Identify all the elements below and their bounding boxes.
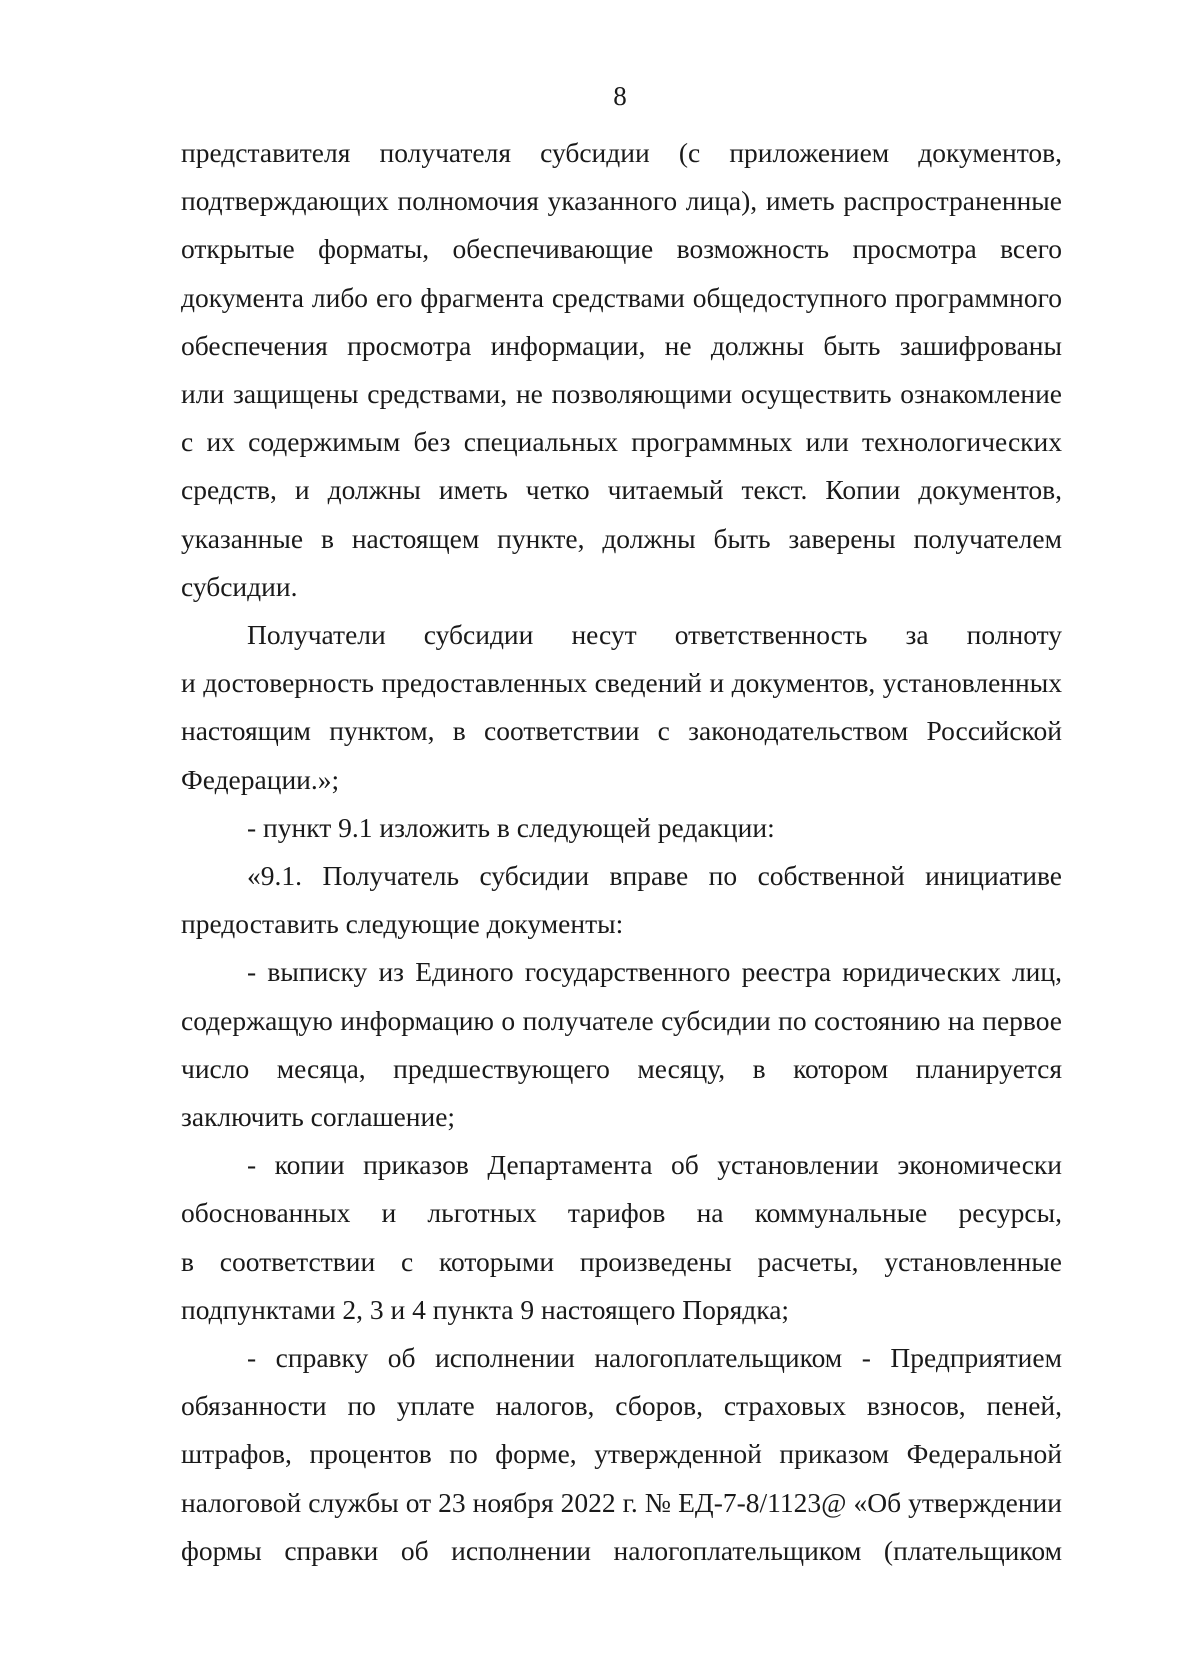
text-line: содержащую информацию о получателе субсидии по состоянию на первое [181, 1004, 1062, 1036]
text-line: средств, и должны иметь четко читаемый текст. Копии документов, [181, 474, 1062, 506]
text-line: штрафов, процентов по форме, утвержденной приказом Федеральной [181, 1438, 1062, 1470]
text-line: - справку об исполнении налогоплательщиком - Предприятием [247, 1342, 1062, 1374]
text-line: - копии приказов Департамента об установлении экономически [247, 1149, 1062, 1181]
page-number: 8 [613, 81, 627, 111]
text-line: подпунктами 2, 3 и 4 пункта 9 настоящего Порядка; [181, 1293, 790, 1325]
text-line: открытые форматы, обеспечивающие возможность просмотра всего [181, 233, 1062, 265]
text-line: обеспечения просмотра информации, не должны быть зашифрованы [181, 329, 1062, 361]
text-line: указанные в настоящем пункте, должны быть заверены получателем [181, 522, 1062, 554]
text-line: документа либо его фрагмента средствами общедоступного программного [181, 281, 1062, 313]
text-line: - выписку из Единого государственного реестра юридических лиц, [247, 956, 1062, 988]
text-line: Федерации.»; [181, 763, 340, 795]
text-line: предоставить следующие документы: [181, 908, 624, 940]
text-line: субсидии. [181, 570, 298, 602]
text-line: «9.1. Получатель субсидии вправе по собственной инициативе [247, 860, 1062, 892]
text-line: представителя получателя субсидии (с приложением документов, [181, 137, 1062, 168]
text-line: с их содержимым без специальных программных или технологических [181, 426, 1062, 458]
text-line: настоящим пунктом, в соответствии с законодательством Российской [181, 715, 1062, 747]
text-line: обязанности по уплате налогов, сборов, страховых взносов, пеней, [181, 1390, 1062, 1422]
text-line: заключить соглашение; [181, 1101, 456, 1133]
text-line: Получатели субсидии несут ответственность за полноту [247, 619, 1062, 651]
text-line: обоснованных и льготных тарифов на коммунальные ресурсы, [181, 1197, 1062, 1229]
text-line: - пункт 9.1 изложить в следующей редакции: [247, 811, 775, 843]
document-body [181, 129, 1062, 1575]
text-line: подтверждающих полномочия указанного лица), иметь распространенные [181, 185, 1062, 217]
text-line: формы справки об исполнении налогоплательщиком (плательщиком [181, 1534, 1062, 1566]
text-line: и достоверность предоставленных сведений и документов, установленных [181, 667, 1062, 699]
text-line: налоговой службы от 23 ноября 2022 г. № ЕД-7-8/1123@ «Об утверждении [181, 1486, 1062, 1518]
text-line: в соответствии с которыми произведены расчеты, установленные [181, 1245, 1062, 1277]
text-line: или защищены средствами, не позволяющими осуществить ознакомление [181, 378, 1062, 410]
text-line: число месяца, предшествующего месяцу, в котором планируется [181, 1052, 1062, 1084]
